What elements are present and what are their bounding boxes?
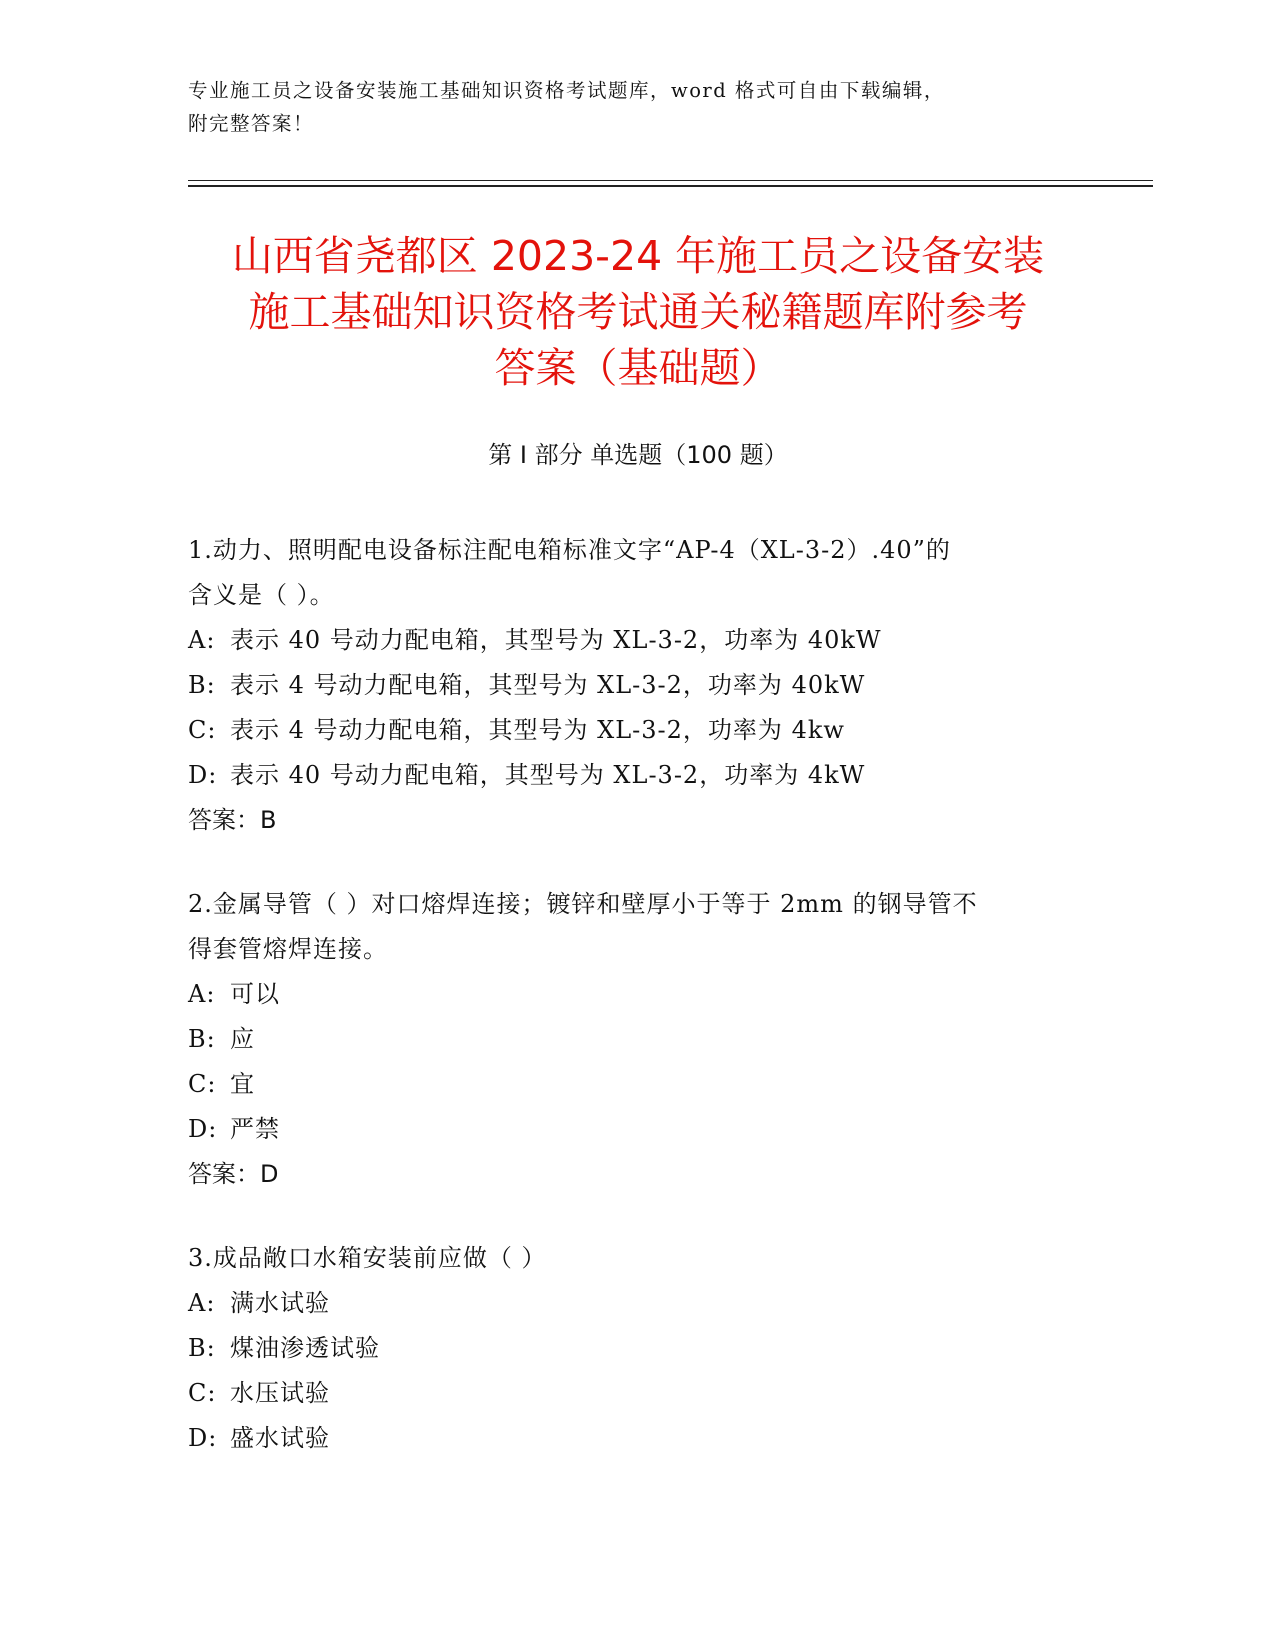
option-key: B: xyxy=(188,1334,216,1362)
option-b xyxy=(188,663,1088,708)
option-text: 可以 xyxy=(230,980,280,1008)
part-heading: 第 I 部分 单选题（100 题） xyxy=(488,441,788,469)
option-text: 表示 40 号动力配电箱，其型号为 XL-3-2，功率为 4kW xyxy=(230,761,866,789)
question-stem-line1: 3.成品敞口水箱安装前应做（ ） xyxy=(188,1244,547,1272)
option-text: 应 xyxy=(230,1025,255,1053)
option-key: B: xyxy=(188,1025,216,1053)
option-c xyxy=(188,1062,1088,1107)
header-note xyxy=(188,74,1088,140)
option-d xyxy=(188,1107,1088,1152)
option-d xyxy=(188,1416,1088,1461)
option-text: 煤油渗透试验 xyxy=(230,1334,380,1362)
question-3 xyxy=(188,1236,1088,1461)
option-key: D: xyxy=(188,1115,218,1143)
option-key: A: xyxy=(188,1289,216,1317)
document-title xyxy=(188,228,1088,396)
header-divider-thin xyxy=(188,180,1153,181)
option-d xyxy=(188,753,1088,798)
option-key: B: xyxy=(188,671,216,699)
option-b xyxy=(188,1326,1088,1371)
option-text: 严禁 xyxy=(230,1115,280,1143)
question-list xyxy=(188,528,1088,1500)
question-stem-line1: 2.金属导管（ ）对口熔焊连接；镀锌和壁厚小于等于 2mm 的钢导管不 xyxy=(188,890,978,918)
option-key: A: xyxy=(188,626,216,654)
option-text: 表示 4 号动力配电箱，其型号为 XL-3-2，功率为 40kW xyxy=(230,671,866,699)
header-note-line1: 专业施工员之设备安装施工基础知识资格考试题库，word 格式可自由下载编辑， xyxy=(188,79,945,102)
header-divider-thick xyxy=(188,185,1153,187)
title-line1: 山西省尧都区 2023-24 年施工员之设备安装 xyxy=(231,232,1045,280)
question-stem-line2: 得套管熔焊连接。 xyxy=(188,935,388,963)
question-stem-line2: 含义是（ ）。 xyxy=(188,581,335,609)
option-key: C: xyxy=(188,1070,217,1098)
option-key: D: xyxy=(188,761,218,789)
title-line3: 答案（基础题） xyxy=(494,344,782,392)
option-key: A: xyxy=(188,980,216,1008)
answer: 答案：D xyxy=(188,1160,279,1188)
option-b xyxy=(188,1017,1088,1062)
question-1 xyxy=(188,528,1088,843)
question-stem-line1: 1.动力、照明配电设备标注配电箱标准文字“AP-4（XL-3-2）.40”的 xyxy=(188,536,951,564)
option-text: 水压试验 xyxy=(230,1379,330,1407)
option-a xyxy=(188,618,1088,663)
option-a xyxy=(188,1281,1088,1326)
option-key: C: xyxy=(188,716,217,744)
option-text: 表示 40 号动力配电箱，其型号为 XL-3-2，功率为 40kW xyxy=(230,626,882,654)
option-key: D: xyxy=(188,1424,218,1452)
option-c xyxy=(188,708,1088,753)
answer: 答案：B xyxy=(188,806,277,834)
option-text: 表示 4 号动力配电箱，其型号为 XL-3-2，功率为 4kw xyxy=(230,716,845,744)
question-2 xyxy=(188,882,1088,1197)
option-text: 盛水试验 xyxy=(230,1424,330,1452)
title-line2: 施工基础知识资格考试通关秘籍题库附参考 xyxy=(248,288,1028,336)
option-text: 宜 xyxy=(230,1070,255,1098)
option-a xyxy=(188,972,1088,1017)
option-text: 满水试验 xyxy=(230,1289,330,1317)
option-c xyxy=(188,1371,1088,1416)
option-key: C: xyxy=(188,1379,217,1407)
header-note-line2: 附完整答案！ xyxy=(188,112,315,135)
